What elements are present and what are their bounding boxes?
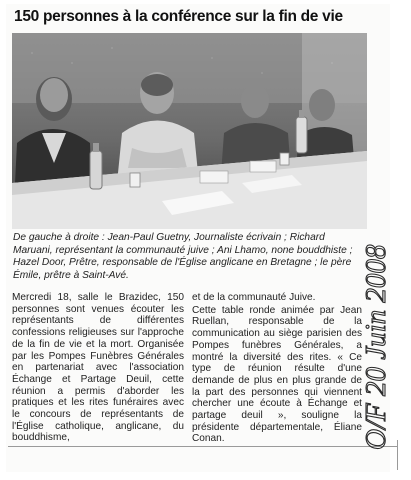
photo-caption: De gauche à droite : Jean-Paul Guetny, Journaliste écrivain ; Richard Maruani, représentant la communauté juive ; Ani Lhamo, none bouddhiste ; Hazel Door, Prêtre, responsable de l'Église anglicane en Bretagne ; le père Émile, prêtre à Saint-Avé. (13, 232, 353, 281)
article-column-left (12, 292, 184, 444)
paragraph: Mercredi 18, salle le Brazidec, 150 personnes sont venues écouter les représentants de différentes confessions religieuses sur l'approche de la fin de vie et la mort. Organisée par les Pompes Funèbres Générales en partenariat avec l'association Échange et Partage Deuil, cette réunion a permis d'aborder les pratiques et les rites funéraires avec le concours de représentants de l'Église catholique, anglicane, du bouddhisme, (12, 292, 184, 444)
clipping-edge (8, 446, 398, 447)
handwritten-text: O/F 20 Juin 2008 (360, 244, 392, 450)
paragraph: et de la communauté Juive. (192, 292, 316, 303)
handwritten-date-annotation (345, 150, 405, 460)
photo-of-panel-icon (12, 33, 367, 229)
article-headline: 150 personnes à la conférence sur la fin de vie (14, 8, 343, 25)
article-photo (12, 33, 367, 229)
article-column-right (192, 292, 362, 445)
paragraph: Cette table ronde animée par Jean Ruellan, responsable de la communication au siège parisien des Pompes funèbres Générales, a montré la diversité des rites. « Ce type de réunion résulte d'une demande de plus en plus grande de la part des personnes qui viennent chercher une écoute à Échange et partage deuil », souligne la présidente départementale, Éliane Conan. (192, 304, 362, 445)
